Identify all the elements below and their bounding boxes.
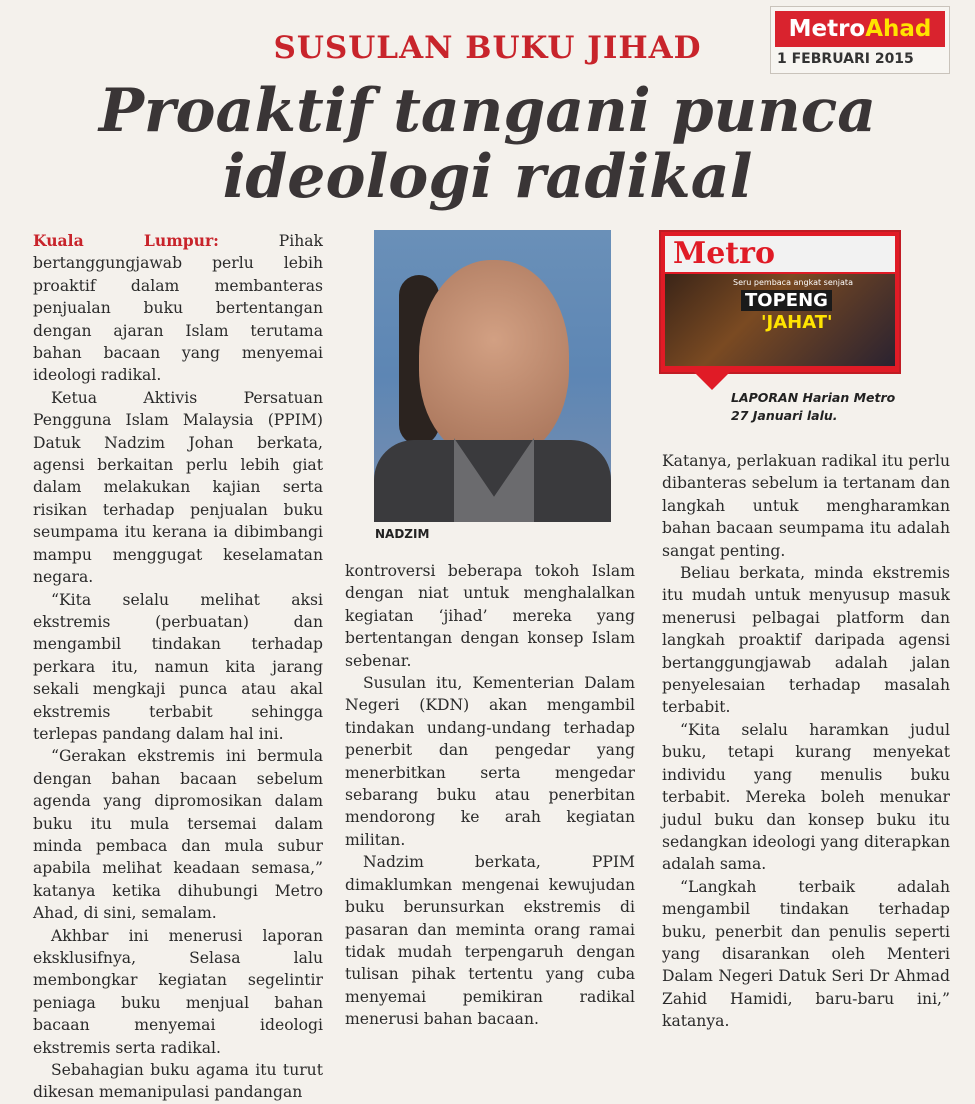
article-paragraph: Kuala Lumpur: Pihak bertanggungjawab perlu lebih proaktif dalam membanteras penjualan buku bertentangan dengan ajaran Islam terutama bahan bacaan yang menyemai ideologi radikal. [33,231,323,385]
portrait-photo [374,230,611,522]
headline-line-1: Proaktif tangani punca [98,76,877,146]
headline [0,78,975,210]
clipping-arrow-icon [690,368,734,390]
article-paragraph: “Kita selalu haramkan judul buku, tetapi kurang menyekat individu yang menulis buku terbabit. Mereka boleh menukar judul buku dan konsep buku itu sedangkan ideologi yang diterapkan adalah sama. [662,720,950,874]
clipping-caption-line-1: LAPORAN Harian Metro [731,390,896,405]
newspaper-clipping-image [659,230,901,374]
article-paragraph: Nadzim berkata, PPIM dimaklumkan mengenai kewujudan buku berunsurkan ekstremis di pasaran dan meminta orang ramai tidak mudah terpengaruh dengan tulisan pihak tertentu yang cuba menyemai pemikiran radikal menerusi bahan bacaan. [345,853,635,1029]
clipping-title-1: TOPENG [741,290,832,311]
article-paragraph: “Kita selalu melihat aksi ekstremis (perbuatan) dan mengambil tindakan terhadap perkara itu, namun kita jarang sekali mengkaji punca atau akal ekstremis terbabit sehingga terlepas pandang dalam hal ini. [33,590,323,743]
article-paragraph: Sebahagian buku agama itu turut dikesan memanipulasi pandangan [33,1061,323,1102]
clipping-title-2: 'JAHAT' [761,312,833,333]
article-column-2 [345,560,635,1031]
article-paragraph: Beliau berkata, minda ekstremis itu mudah untuk menyusup masuk menerusi pelbagai platform dan langkah proaktif daripada agensi bertanggungjawab adalah jalan penyelesaian terhadap masalah terbabit. [662,564,950,717]
article-paragraph: Katanya, perlakuan radikal itu perlu dibanteras sebelum ia tertanam dan langkah untuk mengharamkan bahan bacaan seumpama itu adalah sangat penting. [662,452,950,560]
article-paragraph: Susulan itu, Kementerian Dalam Negeri (KDN) akan mengambil tindakan undang-undang terhadap penerbit dan pengedar yang menerbitkan serta mengedar sebarang buku atau penerbitan mendorong ke arah kegiatan militan. [345,674,635,849]
kicker: SUSULAN BUKU JIHAD [273,30,702,66]
clipping-caption-line-2: 27 Januari lalu. [731,408,838,423]
masthead-brand-a: Metro [788,16,866,42]
masthead-brand-b: Ahad [865,16,932,42]
article-paragraph: Akhbar ini menerusi laporan eksklusifnya, Selasa lalu membongkar kegiatan segelintir peniaga buku menjual bahan bacaan menyemai ideologi ekstremis serta radikal. [33,926,323,1057]
masthead-date: 1 FEBRUARI 2015 [777,51,914,67]
clipping-masthead: Metro [665,236,895,272]
article-paragraph: “Langkah terbaik adalah mengambil tindakan terhadap buku, penerbit dan penulis seperti yang disarankan oleh Menteri Dalam Negeri Datuk Seri Dr Ahmad Zahid Hamidi, baru-baru ini,” katanya. [662,877,950,1031]
photo-face-shape [419,260,569,460]
article-paragraph: Ketua Aktivis Persatuan Pengguna Islam Malaysia (PPIM) Datuk Nadzim Johan berkata, agensi berkaitan perlu lebih giat dalam melakukan kajian serta risikan terhadap penjualan buku seumpama itu kerana ia dibimbangi mampu menggugat keselamatan negara. [33,388,323,587]
photo-caption: NADZIM [375,527,430,541]
clipping-caption [731,389,931,425]
article-paragraph: kontroversi beberapa tokoh Islam dengan niat untuk menghalalkan kegiatan ‘jihad’ mereka yang bertentangan dengan konsep Islam sebenar. [345,562,635,670]
article-paragraph: “Gerakan ekstremis ini bermula dengan bahan bacaan sebelum agenda yang dipromosikan dalam buku itu mula tersemai dalam minda pembaca dan mula subur apabila melihat keadaan semasa,” katanya ketika dihubungi Metro Ahad, di sini, semalam. [33,747,323,923]
article-column-1 [33,230,323,1104]
article-column-3 [662,450,950,1033]
clipping-subhead: Seru pembaca angkat senjata [733,278,853,287]
headline-line-2: ideologi radikal [222,142,753,212]
dateline: Kuala Lumpur: [33,231,219,250]
